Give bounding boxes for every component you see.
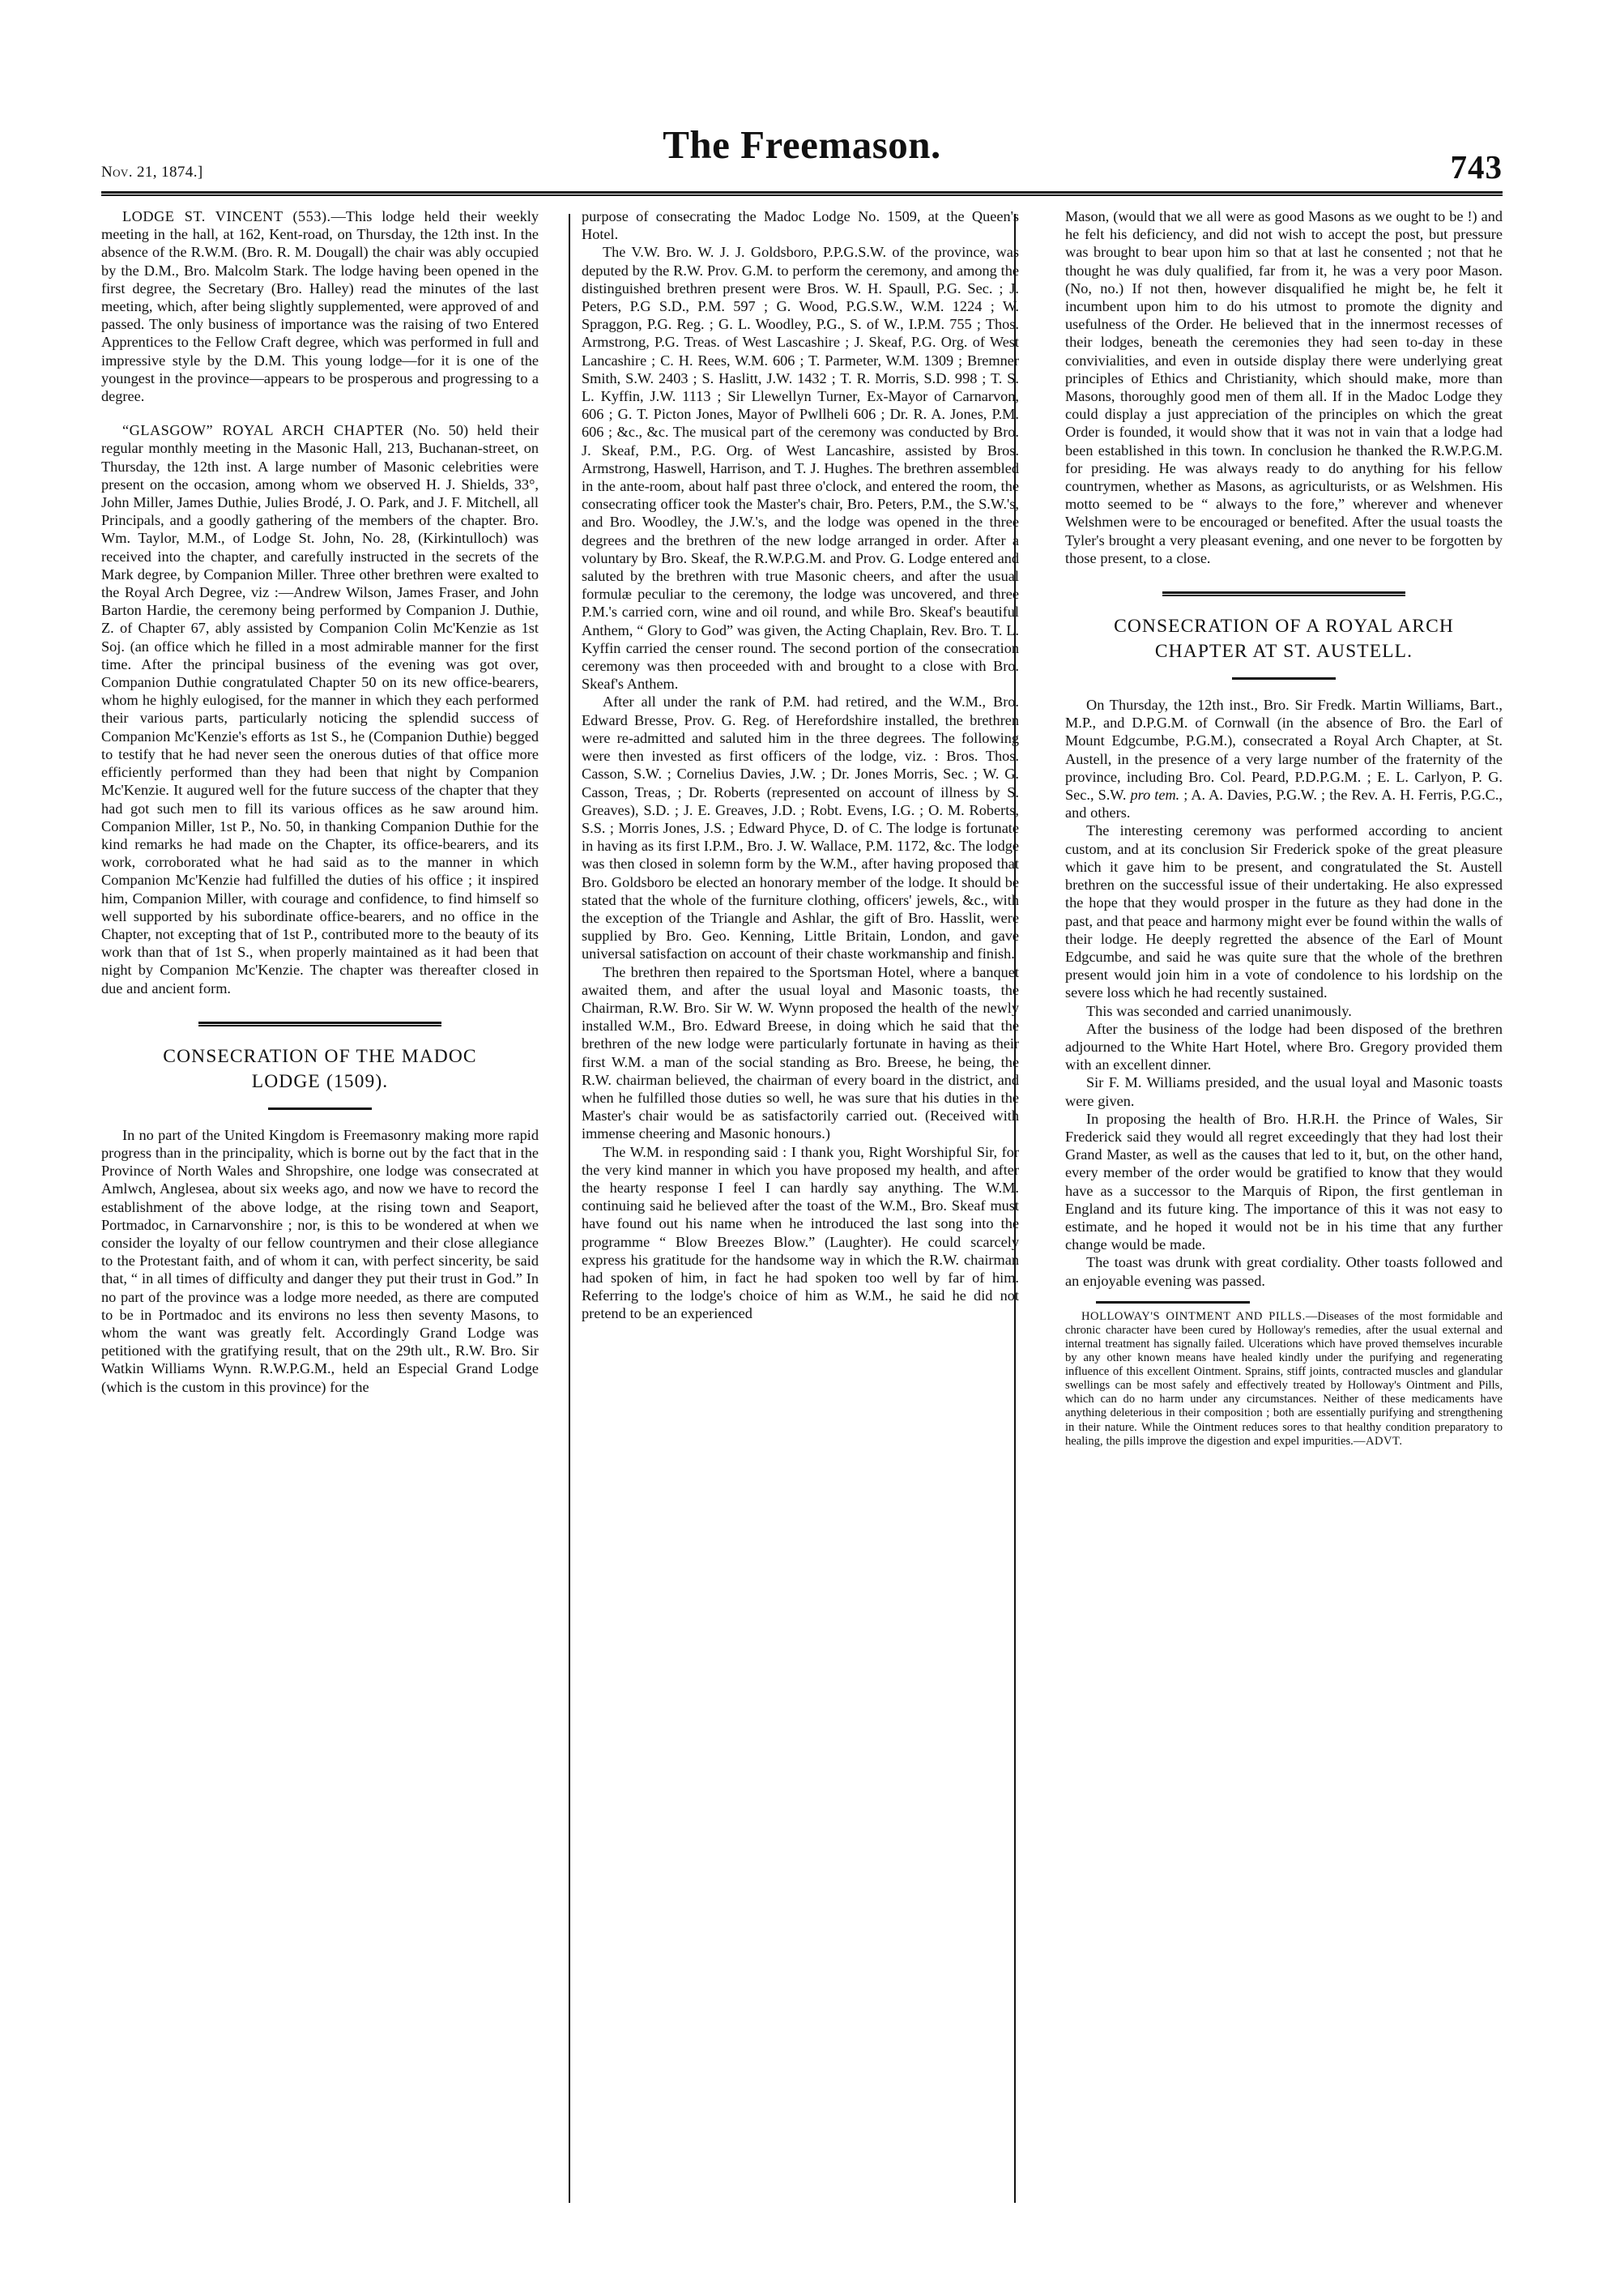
page-number: 743 [1450, 148, 1503, 186]
column-3 [1065, 207, 1503, 2225]
advertisement-holloways [1065, 1301, 1503, 1449]
column-2 [582, 207, 1019, 2225]
article-body-madoc-intro: In no part of the United Kingdom is Freemasonry making more rapid progress than in the principality, which is borne out by the fact that in the Province of North Wales and Shropshire, one lodge was consecrated at Amlwch, Anglesea, about six weeks ago, and now we have to record the establishment of the above lodge, at the rising town and Seaport, Portmadoc, in Carnarvonshire ; nor, is this to be wondered at when we consider the loyalty of our fellow countrymen and their close allegiance to the Protestant faith, and of whom it can, with perfect sincerity, be said that, “ in all times of difficulty and danger they put their trust in God.” In no part of the province was a lodge more needed, as there are computed to be in Portmadoc and its environs no less then seventy Masons, to whom the want was greatly felt. Accordingly Grand Lodge was petitioned with the gratifying result, that on the 29th ult., R.W. Bro. Sir Watkin Williams Wynn. R.W.P.G.M., held an Especial Grand Lodge (which is the custom in this province) for the [101, 1126, 539, 1395]
paragraph-madoc-officers: The V.W. Bro. W. J. J. Goldsboro, P.P.G.S.W. of the province, was deputed by the R.W. Prov. G.M. to perform the ceremony, and among the distinguished brethren present were Bros. W. H. Spaull, P.G. Sec. ; J. Peters, P.G S.D., P.M. 597 ; G. Wood, P.G.S.W., W.M. 1224 ; W. Spraggon, P.G. Reg. ; G. L. Woodley, P.G., S. of W., I.P.M. 755 ; Thos. Armstrong, P.G. Treas. of West Lascashire ; J. Skeaf, P.G. Org. of West Lancashire ; C. H. Rees, W.M. 606 ; T. Parmeter, W.M. 1309 ; Bremner Smith, S.W. 2403 ; S. Haslitt, J.W. 1432 ; T. R. Morris, S.D. 998 ; T. S. L. Kyffin, J.W. 1113 ; Sir Llewellyn Turner, Ex-Mayor of Carnarvon, 606 ; G. T. Picton Jones, Mayor of Pwllheli 606 ; Dr. R. A. Jones, P.M. 606 ; &c., &c. The musical part of the ceremony was conducted by Bro. J. Skeaf, P.M., P.G. Org. of West Lancashire, assisted by Bros. Armstrong, Haswell, Harrison, and T. J. Hughes. The brethren assembled in the ante-room, about half past three o'clock, and entered the room, the consecrating officer took the Master's chair, Bro. Peters, P.M., the S.W.'s, and Bro. Woodley, the J.W.'s, and the lodge was opened in the three degrees and the brethren of the new lodge arranged in order. After a voluntary by Bro. Skeaf, the R.W.P.G.M. and Prov. G. Lodge entered and saluted by the brethren with true Masonic cheers, and after the usual formulæ peculiar to the ceremony, the lodge was uncovered, and three P.M.'s carried corn, wine and oil round, and while Bro. Skeaf's beautiful Anthem, “ Glory to God” was given, the Acting Chaplain, Rev. Bro. T. L. Kyffin carried the censer round. The second portion of the consecration ceremony was then proceeded with and brought to a close with Bro. Skeaf's Anthem. [582, 244, 1019, 693]
advert-body: —Diseases of the most formidable and chronic character have been cured by Holloway's remedies, after the usual external and internal treatment has signally failed. Ulcerations which have proved themselves incurable by any other known means have healed kindly under the purifying and regenerating influence of this excellent Ointment. Sprains, stiff joints, contracted muscles and glandular swellings can be most safely and effectively treated by Holloway's Ointment and Pills, which can do no harm under any circumstances. Neither of these medicaments have anything deleterious in their composition ; both are essentially purifying and strengthening in their nature. While the Ointment reduces sores to that healthy condition preparatory to healing, the pills improve the digestion and expel impurities. [1065, 1309, 1503, 1448]
heading-short-rule [268, 1107, 372, 1110]
paragraph-st-austell-toasts: Sir F. M. Williams presided, and the usual loyal and Masonic toasts were given. [1065, 1074, 1503, 1109]
advert-headline: HOLLOWAY'S OINTMENT AND PILLS. [1081, 1309, 1306, 1323]
issue-date: Nov. 21, 1874.] [101, 164, 203, 181]
article-lodge-st-vincent [101, 207, 539, 405]
section-heading-madoc [101, 1022, 539, 1110]
paragraph-st-austell-attendees [1065, 696, 1503, 822]
text-run-attendees-b: ; A. A. Davies, P.G.W. ; the Rev. A. H. Ferris, P.G.C., and others. [1065, 787, 1503, 822]
paragraph-madoc-installation: After all under the rank of P.M. had retired, and the W.M., Bro. Edward Bresse, Prov. G. Reg. of Herefordshire installed, the brethren were re-admitted and saluted him in the three degrees. The following were then invested as first officers of the lodge, viz. : Bros. Thos. Casson, S.W. ; Cornelius Davies, J.W. ; Dr. Jones Morris, Sec. ; W. G. Casson, Treas, ; Dr. Roberts (represented on account of illness by S. Greaves), S.D. ; J. E. Greaves, J.D. ; Robt. Evens, I.G. ; O. M. Roberts, S.S. ; Morris Jones, J.S. ; Edward Phyce, D. of C. The lodge is fortunate in having as its first I.P.M., Bro. J. W. Wallace, P.M. 1172, &c. The lodge was then closed in solemn form by the W.M., after having proposed that Bro. Goldsboro be elected an honorary member of the lodge. It should be stated that the whole of the furniture clothing, officers' jewels, &c., with the exception of the Triangle and Ashlar, the gift of Bro. Hasslit, were supplied by Bro. Geo. Kenning, Little Britain, London, and gave universal satisfaction on account of their chaste workmanship and finish. [582, 693, 1019, 962]
article-headline-lodge-st-vincent: LODGE ST. VINCENT (553). [122, 208, 331, 224]
publication-title: The Freemason. [663, 122, 941, 167]
paragraph-madoc-banquet: The brethren then repaired to the Sportsman Hotel, where a banquet awaited them, and after the usual loyal and Masonic toasts, the Chairman, R.W. Bro. Sir W. W. Wynn proposed the health of the newly installed W.M., Bro. Edward Breese, in doing which he said that the brethren of the new lodge were particularly fortunate in having as their first W.M. a man of the social standing as Bro. Breese, he being, the R.W. chairman believed, the chairman of every board in the district, and when he fulfilled those duties so well, he was sure that his duties in the Master's chair would be as satisfactorily carried out. (Received with immense cheering and Masonic honours.) [582, 963, 1019, 1142]
advert-rule [1096, 1301, 1250, 1304]
article-columns [101, 207, 1503, 2225]
column-1 [101, 207, 539, 2225]
section-heading-st-austell [1065, 591, 1503, 680]
paragraph-st-austell-dinner: After the business of the lodge had been disposed of the brethren adjourned to the White Hart Hotel, where Bro. Gregory provided them with an excellent dinner. [1065, 1020, 1503, 1073]
article-glasgow-chapter [101, 421, 539, 997]
masthead-rule [101, 191, 1503, 196]
paragraph-st-austell-closing: The toast was drunk with great cordiality. Other toasts followed and an enjoyable evening was passed. [1065, 1254, 1503, 1289]
paragraph-madoc-continued: purpose of consecrating the Madoc Lodge No. 1509, at the Queen's Hotel. [582, 208, 1019, 243]
heading-line-2: LODGE (1509). [251, 1070, 389, 1092]
advert-tag: —ADVT. [1353, 1434, 1403, 1448]
heading-short-rule [1232, 677, 1336, 680]
heading-double-rule [1162, 591, 1405, 596]
paragraph-st-austell-seconded: This was seconded and carried unanimously. [1086, 1002, 1352, 1019]
heading-double-rule [198, 1022, 441, 1026]
article-body-lodge-st-vincent: —This lodge held their weekly meeting in the hall, at 162, Kent-road, on Thursday, the 12th inst. In the absence of the R.W.M. (Bro. R. M. Dougall) the chair was ably occupied by the D.M., Bro. Malcolm Stark. The lodge having been opened in the first degree, the Secretary (Bro. Halley) read the minutes of the last meeting, which, after being slightly supplemented, were approved of and passed. The only business of importance was the raising of two Entered Apprentices to the Fellow Craft degree, which was performed in full and impressive style by the D.M. This young lodge—for it is one of the youngest in the province—appears to be prosperous and progressing to a degree. [101, 208, 539, 405]
article-headline-glasgow-chapter: “GLASGOW” ROYAL ARCH CHAPTER [122, 422, 404, 439]
text-run-pro-tem: pro tem. [1130, 787, 1180, 804]
paragraph-madoc-wm-response: The W.M. in responding said : I thank you, Right Worshipful Sir, for the very kind manner in which you have proposed my health, and after the hearty response I feel I can hardly say anything. The W.M. continuing said he believed after the toast of the W.M., Bro. Skeaf must have found out his name when he introduced the last song into the programme “ Blow Breezes Blow.” (Laughter). He could scarcely express his gratitude for the handsome way in which the R.W. chairman had spoken of him, in fact he had spoken too well by far of him. Referring to the lodge's choice of him as W.M., he said he did not pretend to be an experienced [582, 1143, 1019, 1322]
paragraph-st-austell-ceremony: The interesting ceremony was performed according to ancient custom, and at its conclusion Sir Frederick spoke of the great pleasure which it gave him to be present, and congratulated the St. Austell brethren on the successful issue of their undertaking. He also expressed the hope that they would prosper in the future as they had done in the past, and that peace and harmony might ever be found within the walls of their lodge. He deeply regretted the absence of the Earl of Mount Edgcumbe, and said he was quite sure that the whole of the brethren present would join him in a vote of condolence to his lordship on the severe loss which he had recently sustained. [1065, 822, 1503, 1001]
text-run-attendees-a: On Thursday, the 12th inst., Bro. Sir Fredk. Martin Williams, Bart., M.P., and D.P.G.M. of Cornwall (in the absence of Bro. the Earl of Mount Edgcumbe, P.G.M.), consecrated a Royal Arch Chapter, at St. Austell, in the presence of a very large number of the fraternity of the province, including Bro. Col. Peard, P.D.P.G.M. ; E. L. Carlyon, P. G. Sec., S.W. [1065, 697, 1503, 804]
masthead [101, 122, 1503, 191]
paragraph-st-austell-prince-of-wales: In proposing the health of Bro. H.R.H. the Prince of Wales, Sir Frederick said they would all regret exceedingly that they had lost their Grand Master, as well as the causes that led to it, but, on the other hand, every member of the order would be gratified to know that they would have as a successor to the Marquis of Ripon, the first gentleman in England and its future king. The importance of this it was not easy to estimate, and he hoped it would not be in his time that any further change would be made. [1065, 1110, 1503, 1253]
paragraph-madoc-speech-end: Mason, (would that we all were as good Masons as we ought to be !) and he felt his deficiency, and did not wish to accept the post, but pressure was brought to bear upon him so that at last he consented ; not that he thought he was duly qualified, far from it, he was a very poor Mason. (No, no.) If not then, however disqualified he might be, he felt it incumbent upon him to do his utmost to promote the dignity and usefulness of the Order. He believed that in the innermost recesses of their lodges, beneath the ceremonies they had seen to-day in these convivialities, and even in outside display there were underlying great principles of Ethics and Christianity, which should make, more than Masons, thoroughly good men of them all. If in the Madoc Lodge they could display a just appreciation of the principles on which the great Order is founded, it would show that it was not in vain that a lodge had been established in this town. In conclusion he thanked the R.W.P.G.M. for presiding. He was always ready to do anything for his fellow countrymen, whether as Masons, as agriculturists, or as Welshmen. His motto seemed to be “ always to the fore,” wherever and whenever Welshmen were to be encouraged or benefited. After the usual toasts the Tyler's brought a very pleasant evening, and one never to be forgotten by those present, to a close. [1065, 208, 1503, 566]
column-divider-1 [569, 214, 570, 2203]
advert-text [1065, 1310, 1503, 1449]
heading-line-1: CONSECRATION OF A ROYAL ARCH [1114, 616, 1454, 638]
heading-line-1: CONSECRATION OF THE MADOC [163, 1045, 477, 1067]
heading-line-2: CHAPTER AT ST. AUSTELL. [1154, 641, 1413, 663]
article-body-glasgow-chapter: (No. 50) held their regular monthly meeting in the Masonic Hall, 213, Buchanan-street, on Thursday, the 12th inst. A large number of Masonic celebrities were present on the occasion, among whom we observed H. J. Shields, 33°, John Miller, James Duthie, Julies Brodé, J. O. Park, and J. F. Mitchell, all Principals, and a goodly gathering of the members of the chapter. Bro. Wm. Taylor, M.M., of Lodge St. John, No. 28, (Kirkintulloch) was received into the chapter, and carefully instructed in the secrets of the Mark degree, by Companion Miller. Three other brethren were exalted to the Royal Arch Degree, viz :—Andrew Wilson, James Fraser, and John Barton Hardie, the ceremony being performed by Companion J. Duthie, Z. of Chapter 67, ably assisted by Companion Colin Mc'Kenzie as 1st Soj. (an office which he filled in a most admirable manner for the first time. After the principal business of the evening was got over, Companion Duthie congratulated Chapter 50 on its new office-bearers, whom he highly eulogised, for the manner in which they each performed their various parts, particularly noticing the splendid success of Companion Mc'Kenzie's efforts as 1st S., he (Companion Duthie) begged to testify that he had never seen the onerous duties of that office more efficiently performed than they had been that night by Companion Mc'Kenzie. It augured well for the future success of the chapter that they had got such men to fill its various offices as he saw around him. Companion Miller, 1st P., No. 50, in thanking Companion Duthie for the kind remarks he had made on the Chapter, its office-bearers, and its work, corroborated what he had said as to the manner in which Companion Mc'Kenzie had fulfilled the duties of his office ; it inspired him, Companion Miller, with courage and confidence, to find himself so well supported by his subordinate office-bearers, and no office in the Chapter, not excepting that of 1st P., contributed more to the beauty of its work than that of 1st S., when properly maintained as it had been that night by Companion Mc'Kenzie. The chapter was thereafter closed in due and ancient form. [101, 422, 539, 996]
